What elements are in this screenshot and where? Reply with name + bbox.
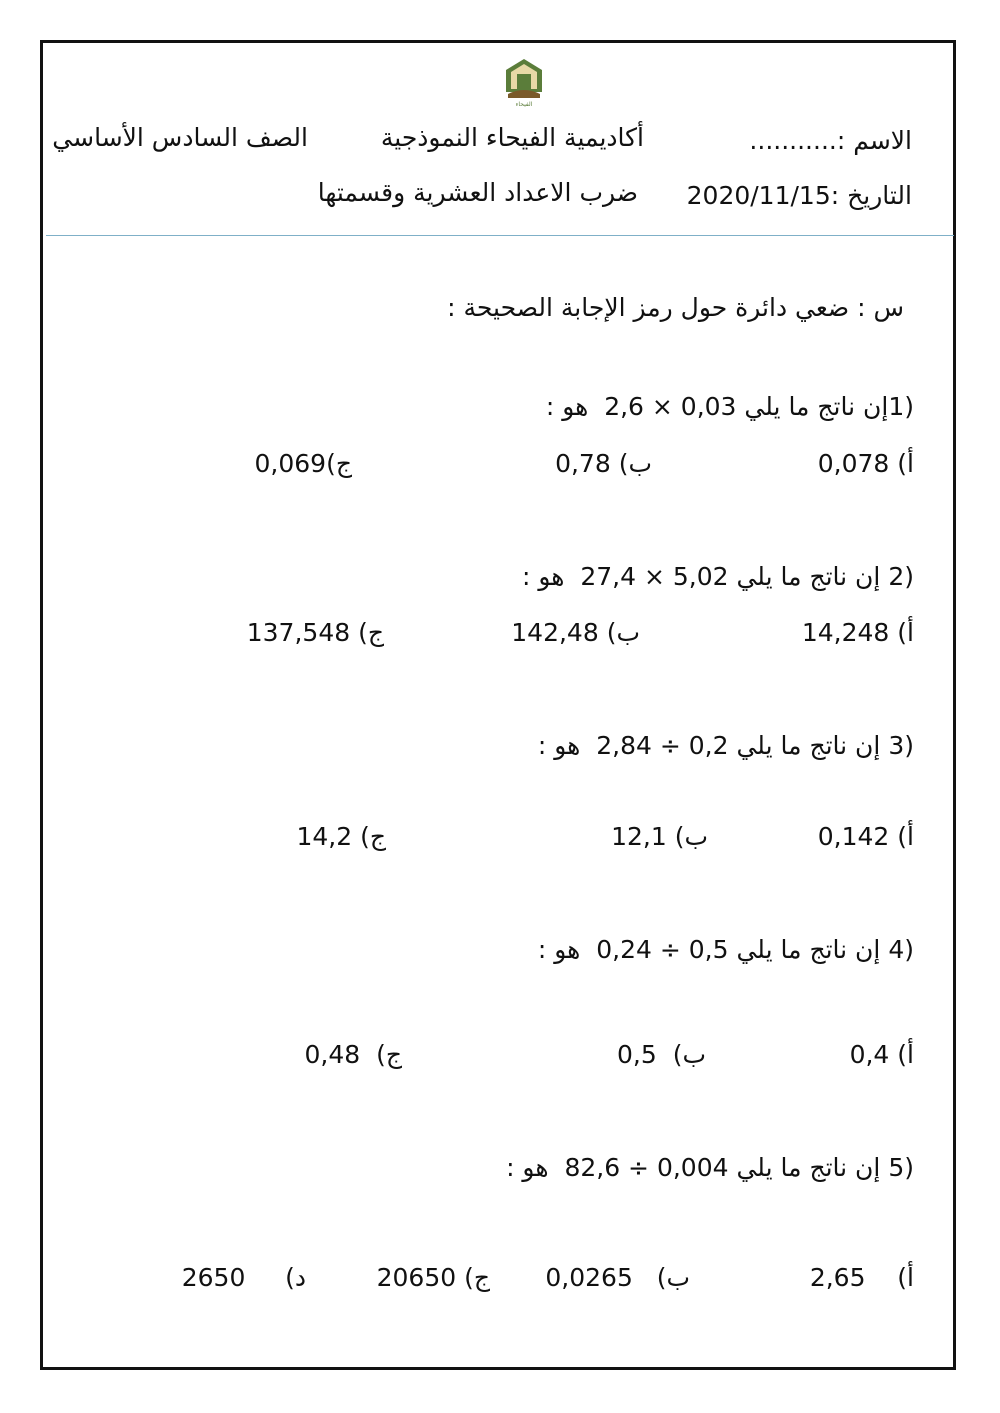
question-number: 2) (888, 562, 914, 591)
option-value: 0,4 (849, 1040, 890, 1069)
option-b[interactable] (555, 449, 652, 479)
option-letter: ب) (618, 449, 652, 478)
option-letter: أ) (897, 1040, 914, 1069)
option-letter: ج) (360, 822, 386, 851)
option-b[interactable] (617, 1040, 706, 1070)
question-number: 4) (888, 935, 914, 964)
option-b[interactable] (545, 1263, 690, 1293)
option-letter: أ) (897, 1263, 914, 1292)
option-value: 137,548 (246, 618, 351, 647)
option-value: 14,2 (296, 822, 353, 851)
option-value: 0,78 (555, 449, 611, 478)
option-value: 2650 (181, 1263, 246, 1292)
question-expression: 27,4 × 5,02 (580, 562, 729, 591)
option-c[interactable] (305, 1040, 402, 1070)
option-value: 0,48 (304, 1040, 361, 1069)
option-a[interactable] (818, 822, 914, 852)
date-value: 2020/11/15 (686, 181, 831, 210)
question-expression: 2,84 ÷ 0,2 (596, 731, 729, 760)
question-prefix: إن ناتج ما يلي (736, 935, 881, 964)
option-c[interactable] (247, 618, 384, 648)
option-letter: أ) (897, 449, 914, 478)
option-a[interactable] (802, 618, 914, 648)
question-suffix: هو : (521, 562, 565, 591)
question-expression: 2,6 × 0,03 (604, 392, 737, 421)
question-suffix: هو : (537, 935, 581, 964)
lesson-topic: ضرب الاعداد العشرية وقسمتها (317, 178, 638, 207)
question-prefix: إن ناتج ما يلي (736, 1153, 881, 1182)
option-b[interactable] (611, 822, 708, 852)
option-value: 142,48 (511, 618, 599, 647)
option-value: 0,078 (817, 449, 890, 478)
question-expression: 0,24 ÷ 0,5 (596, 935, 729, 964)
option-letter: أ) (897, 822, 914, 851)
option-letter: ب) (674, 822, 708, 851)
option-value: 0,0265 (545, 1263, 633, 1292)
option-letter: ج) (376, 1040, 402, 1069)
question-1 (546, 392, 914, 422)
option-b[interactable] (511, 618, 640, 648)
option-letter: ب) (606, 618, 640, 647)
question-suffix: هو : (545, 392, 589, 421)
question-4 (538, 935, 914, 965)
option-letter: ب) (656, 1263, 690, 1292)
question-5 (506, 1153, 914, 1183)
option-d[interactable] (182, 1263, 306, 1293)
option-letter: ج) (326, 449, 352, 478)
option-c[interactable] (377, 1263, 490, 1293)
option-value: 0,142 (817, 822, 890, 851)
academy-logo (498, 56, 550, 108)
logo-text: الفيحاء (515, 101, 533, 108)
question-number: 3) (888, 731, 914, 760)
date-label: التاريخ : (830, 181, 912, 210)
question-prefix: إن ناتج ما يلي (744, 392, 889, 421)
instruction-text: س : ضعي دائرة حول رمز الإجابة الصحيحة : (447, 293, 904, 322)
grade-label: الصف السادس الأساسي (52, 123, 308, 152)
question-prefix: إن ناتج ما يلي (736, 562, 881, 591)
option-letter: أ) (897, 618, 914, 647)
option-value: 0,069 (254, 449, 327, 478)
option-a[interactable] (818, 449, 914, 479)
question-number: 1) (888, 392, 914, 421)
option-value: 12,1 (611, 822, 667, 851)
school-name: أكاديمية الفيحاء النموذجية (380, 123, 644, 152)
question-2 (522, 562, 914, 592)
question-expression: 82,6 ÷ 0,004 (564, 1153, 729, 1182)
option-a[interactable] (850, 1040, 914, 1070)
name-field-label: الاسم :........... (749, 126, 912, 155)
option-letter: د) (285, 1263, 306, 1292)
option-value: 14,248 (801, 618, 890, 647)
question-3 (538, 731, 914, 761)
option-value: 20650 (376, 1263, 457, 1292)
option-letter: ب) (672, 1040, 706, 1069)
option-value: 0,5 (617, 1040, 657, 1069)
question-number: 5) (888, 1153, 914, 1182)
option-c[interactable] (296, 822, 386, 852)
option-c[interactable] (255, 449, 352, 479)
option-value: 2,65 (809, 1263, 866, 1292)
option-letter: ج) (464, 1263, 490, 1292)
header-divider (46, 235, 954, 236)
option-letter: ج) (358, 618, 384, 647)
question-prefix: إن ناتج ما يلي (736, 731, 881, 760)
date-row (687, 181, 912, 211)
question-suffix: هو : (506, 1153, 549, 1182)
question-suffix: هو : (537, 731, 581, 760)
option-a[interactable] (810, 1263, 914, 1293)
